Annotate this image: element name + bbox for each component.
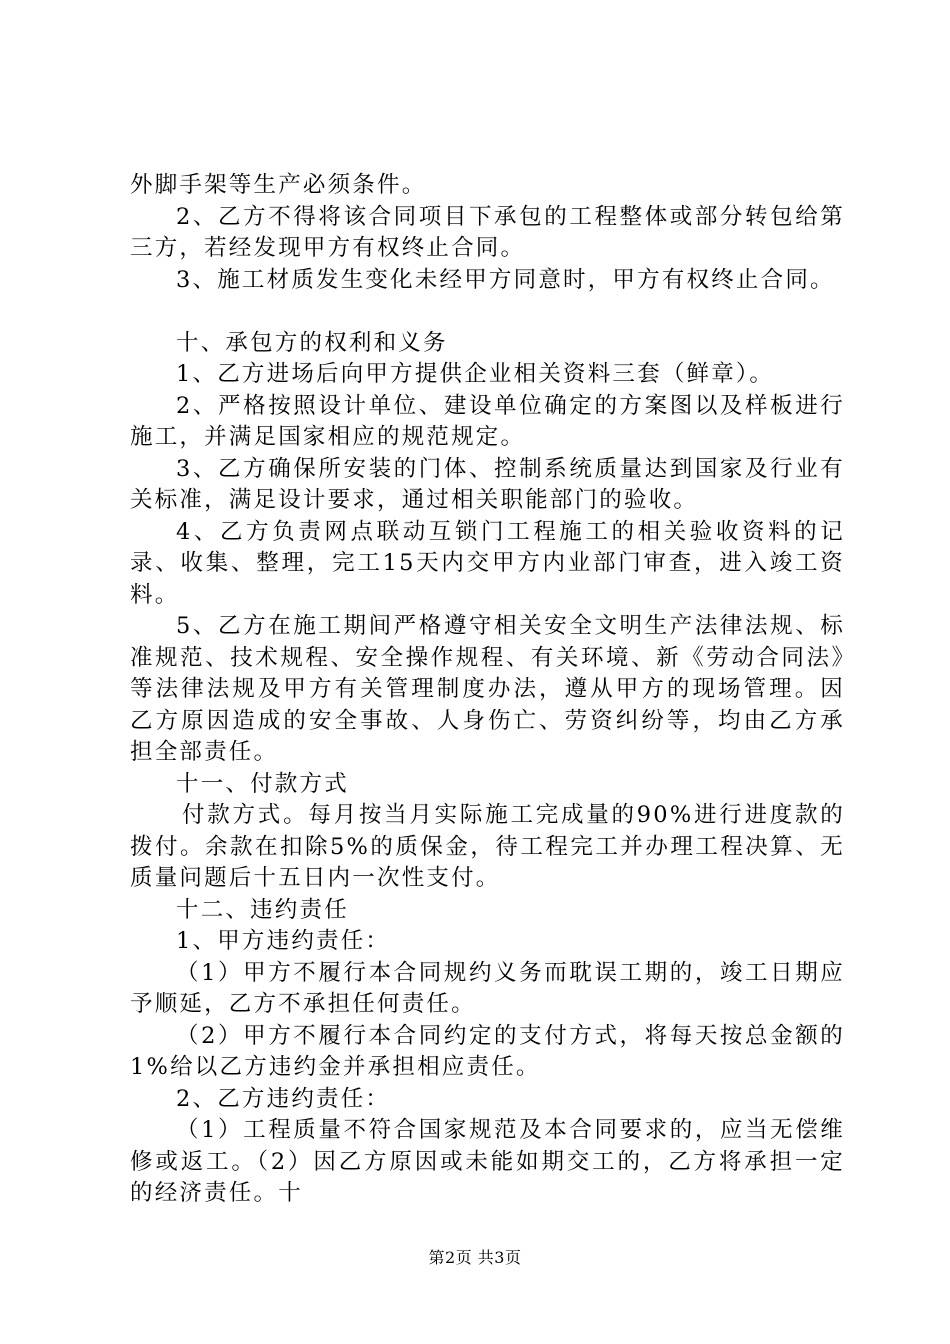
paragraph: 4、乙方负责网点联动互锁门工程施工的相关验收资料的记录、收集、整理，完工15天内交甲方内业部门审查，进入竣工资料。 bbox=[130, 518, 845, 608]
paragraph: 1、乙方进场后向甲方提供企业相关资料三套（鲜章）。 bbox=[176, 361, 775, 387]
subsection-heading: 1、甲方违约责任： bbox=[176, 928, 391, 954]
paragraph: 5、乙方在施工期间严格遵守相关安全文明生产法律法规、标准规范、技术规程、安全操作规程、有关环境、新《劳动合同法》等法律法规及甲方有关管理制度办法，遵从甲方的现场管理。因乙方原因造成的安全事故、人身伤亡、劳资纠纷等，均由乙方承担全部责任。 bbox=[130, 613, 845, 765]
contract-body bbox=[130, 170, 845, 1210]
page-footer: 第2页 共3页 bbox=[428, 1248, 522, 1267]
paragraph: （1）甲方不履行本合同规约义务而耽误工期的，竣工日期应予顺延，乙方不承担任何责任。 bbox=[130, 959, 845, 1017]
section-heading: 十一、付款方式 bbox=[176, 770, 349, 797]
subsection-heading: 2、乙方违约责任： bbox=[176, 1085, 391, 1112]
section-heading: 十二、违约责任 bbox=[176, 896, 349, 923]
paragraph: 外脚手架等生产必须条件。 bbox=[130, 172, 427, 198]
paragraph: 付款方式。每月按当月实际施工完成量的90%进行进度款的拨付。余款在扣除5%的质保金，待工程完工并办理工程决算、无质量问题后十五日内一次性支付。 bbox=[130, 802, 845, 891]
paragraph: 2、乙方不得将该合同项目下承包的工程整体或部分转包给第三方，若经发现甲方有权终止合同。 bbox=[130, 203, 845, 261]
paragraph: （1）工程质量不符合国家规范及本合同要求的，应当无偿维修或返工。（2）因乙方原因或未能如期交工的，乙方将承担一定的经济责任。十 bbox=[130, 1117, 845, 1206]
paragraph: （2）甲方不履行本合同约定的支付方式，将每天按总金额的1%给以乙方违约金并承担相应责任。 bbox=[130, 1022, 845, 1080]
paragraph: 2、严格按照设计单位、建设单位确定的方案图以及样板进行施工，并满足国家相应的规范规定。 bbox=[130, 392, 845, 450]
paragraph: 3、乙方确保所安装的门体、控制系统质量达到国家及行业有关标准，满足设计要求，通过相关职能部门的验收。 bbox=[130, 455, 845, 513]
paragraph: 3、施工材质发生变化未经甲方同意时，甲方有权终止合同。 bbox=[176, 266, 835, 293]
section-heading: 十、承包方的权利和义务 bbox=[176, 329, 448, 356]
blank-line bbox=[130, 296, 845, 328]
